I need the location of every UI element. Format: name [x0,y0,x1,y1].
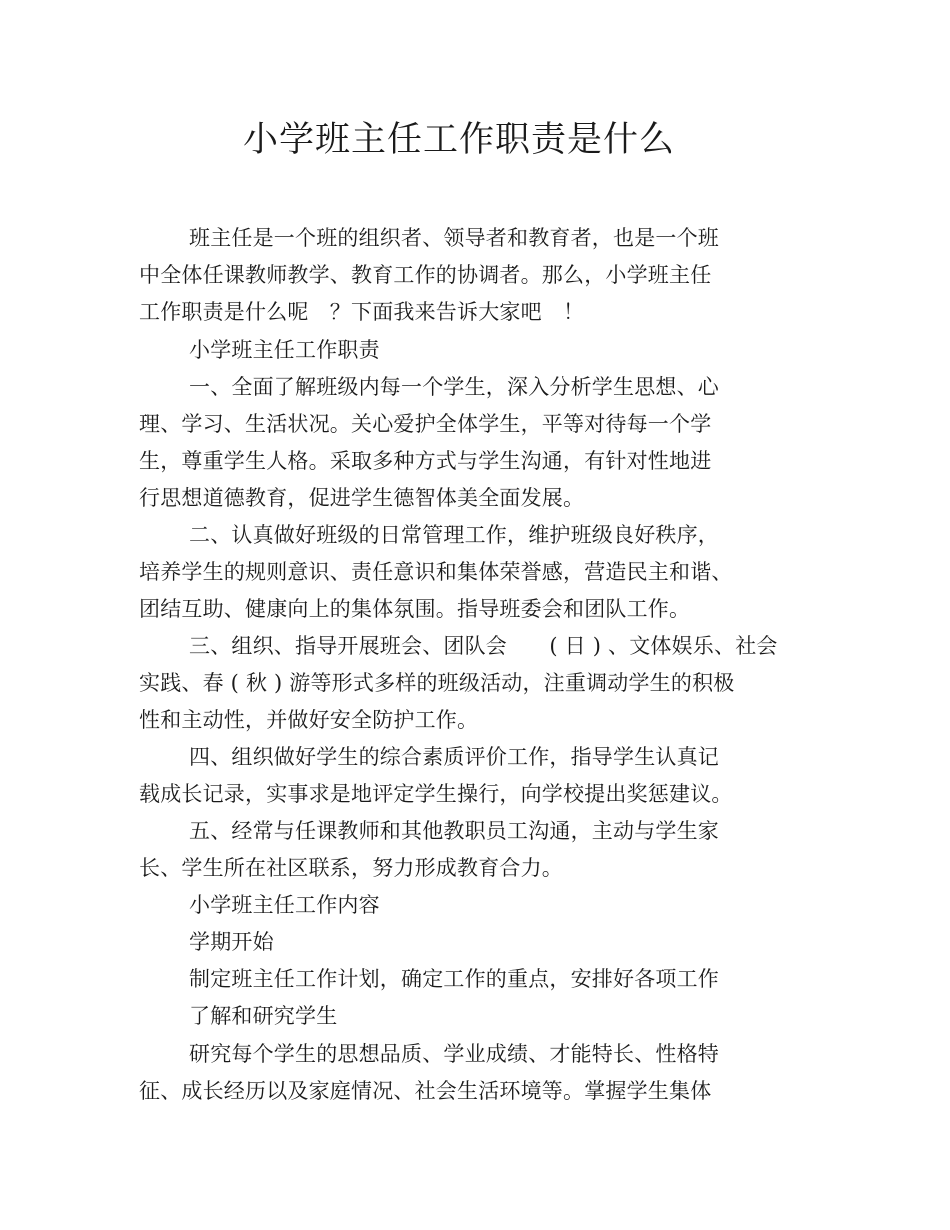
paragraph-line: 班主任是一个班的组织者、领导者和教育者，也是一个班 [189,226,719,250]
paragraph-line: 生，尊重学生人格。采取多种方式与学生沟通，有针对性地进 [139,449,712,473]
document-title: 小学班主任工作职责是什么 [242,120,675,160]
paragraph-line: 工作职责是什么呢 ？下面我来告诉大家吧 ！ [139,300,585,324]
paragraph-line: 理、学习、生活状况。关心爱护全体学生，平等对待每一个学 [139,412,712,436]
section-heading: 小学班主任工作内容 [189,893,380,917]
paragraph-line: 实践、春 ( 秋 ) 游等形式多样的班级活动，注重调动学生的积极 [139,671,735,695]
section-heading: 小学班主任工作职责 [189,338,380,362]
paragraph-line: 三、组织、指导开展班会、团队会 ( 日 ) 、文体娱乐、社会 [189,634,778,658]
paragraph-line: 五、经常与任课教师和其他教职员工沟通，主动与学生家 [189,819,719,843]
paragraph-line: 制定班主任工作计划，确定工作的重点，安排好各项工作 [189,967,719,991]
paragraph-line: 研究每个学生的思想品质、学业成绩、才能特长、性格特 [189,1042,719,1066]
subsection-heading: 了解和研究学生 [189,1004,338,1028]
paragraph-line: 性和主动性，并做好安全防护工作。 [139,708,479,732]
paragraph-line: 长、学生所在社区联系，努力形成教育合力。 [139,856,563,880]
paragraph-line: 征、成长经历以及家庭情况、社会生活环境等。掌握学生集体 [139,1079,712,1103]
paragraph-line: 一、全面了解班级内每一个学生，深入分析学生思想、心 [189,375,719,399]
subsection-heading: 学期开始 [189,930,274,954]
paragraph-line: 四、组织做好学生的综合素质评价工作，指导学生认真记 [189,745,719,769]
paragraph-line: 载成长记录，实事求是地评定学生操行，向学校提出奖惩建议。 [139,782,733,806]
paragraph-line: 中全体任课教师教学、教育工作的协调者。那么，小学班主任 [139,263,712,287]
paragraph-line: 团结互助、健康向上的集体氛围。指导班委会和团队工作。 [139,597,691,621]
paragraph-line: 二、认真做好班级的日常管理工作，维护班级良好秩序， [189,523,719,547]
paragraph-line: 培养学生的规则意识、责任意识和集体荣誉感，营造民主和谐、 [139,560,733,584]
paragraph-line: 行思想道德教育，促进学生德智体美全面发展。 [139,486,585,510]
